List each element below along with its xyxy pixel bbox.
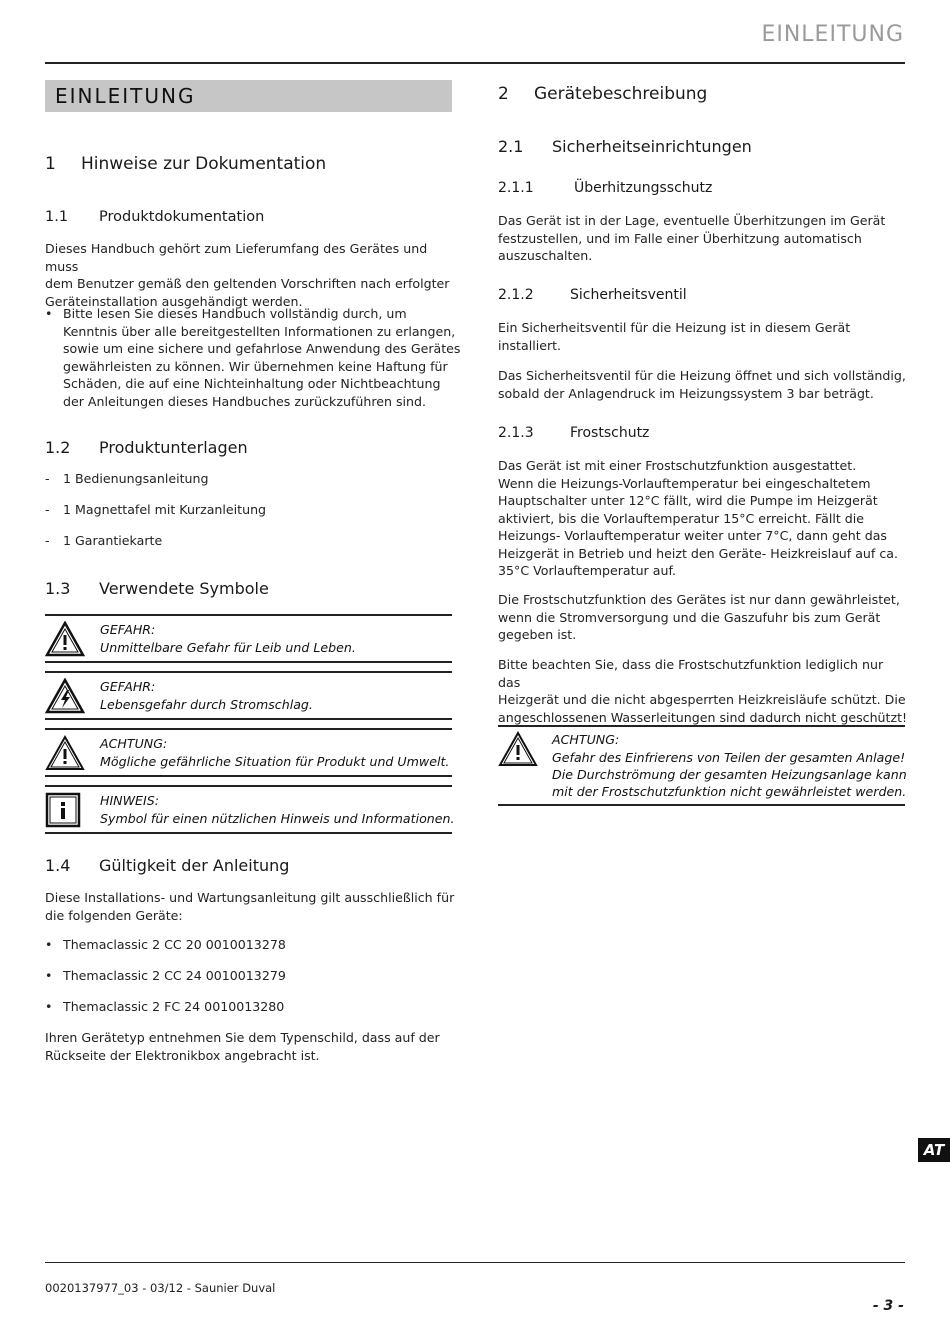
bullet-read-manual: [45, 305, 473, 410]
text-line: Heizgerät in Betrieb und heizt den Geräte- Heizkreislauf auf ca.: [498, 545, 898, 561]
heading-2-1-1: [498, 180, 712, 196]
text-line: Heizungs- Vorlauftemperatur weiter unter 7°C, dann geht das: [498, 528, 887, 543]
page-number: - 3 -: [872, 1298, 904, 1314]
text-line: angeschlossenen Wasserleitungen sind dadurch nicht geschützt!: [498, 709, 908, 725]
heading-text: Frostschutz: [570, 425, 650, 441]
caution-triangle-icon: [45, 735, 85, 771]
heading-text: Sicherheitsventil: [570, 287, 687, 303]
text-line: Hauptschalter unter 12°C fällt, wird die Pumpe im Heizgerät: [498, 493, 878, 508]
text-line: die folgenden Geräte:: [45, 907, 183, 923]
bullet-dot: •: [45, 306, 53, 321]
caution-triangle-icon: [498, 731, 538, 767]
heading-1-1: [45, 209, 264, 225]
footer-doc-id: 0020137977_03 - 03/12 - Saunier Duval: [45, 1281, 276, 1295]
paragraph-frost-3: [498, 656, 908, 726]
section-band: [45, 80, 452, 112]
list-item: - 1 Magnettafel mit Kurzanleitung: [45, 502, 267, 517]
text-line: auszuschalten.: [498, 248, 593, 263]
list-item: • Themaclassic 2 CC 24 0010013279: [45, 968, 286, 983]
header-rule: [45, 62, 905, 64]
text-line: Gefahr des Einfrierens von Teilen der gesamten Anlage!: [552, 750, 906, 765]
text-line: gegeben ist.: [498, 627, 577, 642]
symbol-text: Mögliche gefährliche Situation für Produkt und Umwelt.: [100, 754, 450, 769]
heading-number: 2.1.3: [498, 425, 534, 441]
symbol-rule: [498, 725, 905, 727]
list-item: - 1 Bedienungsanleitung: [45, 471, 209, 486]
paragraph-validity: [45, 889, 455, 924]
paragraph-valve-1: [498, 319, 908, 354]
electric-hazard-icon: [45, 678, 85, 714]
text-line: gewährleisten zu können. Wir übernehmen keine Haftung für: [63, 358, 448, 374]
text-line: aktiviert, bis die Vorlauftemperatur 15°C erreicht. Fällt die: [498, 510, 864, 526]
heading-text: Gültigkeit der Anleitung: [99, 856, 290, 875]
heading-text: Sicherheitseinrichtungen: [552, 137, 752, 156]
heading-text: Überhitzungsschutz: [574, 180, 713, 196]
paragraph-frost-1: [498, 457, 908, 580]
heading-number: 2.1.1: [498, 180, 534, 196]
text-line: der Anleitungen dieses Handbuches zurückzuführen sind.: [63, 393, 426, 409]
text-line: Die Frostschutzfunktion des Gerätes ist nur dann gewährleistet,: [498, 592, 900, 607]
paragraph-type-plate: [45, 1029, 455, 1064]
symbol-rule: [45, 728, 452, 730]
info-icon: [45, 792, 85, 828]
heading-2-1: [498, 137, 752, 156]
heading-1-2: [45, 438, 248, 457]
heading-number: 2: [498, 84, 509, 104]
text-line: Das Gerät ist mit einer Frostschutzfunktion ausgestattet.: [498, 458, 857, 473]
heading-number: 2.1.2: [498, 287, 534, 303]
symbol-label: ACHTUNG:: [100, 736, 168, 751]
text-line: Das Sicherheitsventil für die Heizung öffnet und sich vollständig,: [498, 368, 906, 383]
text-line: installiert.: [498, 337, 562, 353]
symbol-text: Unmittelbare Gefahr für Leib und Leben.: [100, 640, 356, 655]
text-line: Schäden, die auf eine Nichteinhaltung oder Nichtbeachtung: [63, 376, 441, 391]
list-item: - 1 Garantiekarte: [45, 533, 163, 548]
section-band-title: EINLEITUNG: [55, 84, 196, 108]
symbol-rule: [45, 785, 452, 787]
symbol-label: GEFAHR:: [100, 622, 156, 637]
text-line: sowie um eine sichere und gefahrlose Anwendung des Gerätes: [63, 341, 461, 356]
text-line: Ihren Gerätetyp entnehmen Sie dem Typenschild, dass auf der: [45, 1030, 440, 1045]
list-item: • Themaclassic 2 CC 20 0010013278: [45, 937, 286, 952]
heading-number: 1.2: [45, 438, 71, 457]
heading-text: Hinweise zur Dokumentation: [81, 154, 327, 174]
text-line: wenn die Stromversorgung und die Gaszufuhr bis zum Gerät: [498, 609, 881, 625]
text-line: sobald der Anlagendruck im Heizungssystem 3 bar beträgt.: [498, 385, 874, 401]
symbol-text: Symbol für einen nützlichen Hinweis und Informationen.: [100, 811, 455, 826]
symbol-rule: [45, 718, 452, 720]
symbol-rule: [45, 614, 452, 616]
symbol-rule: [45, 671, 452, 673]
text-line: 35°C Vorlauftemperatur auf.: [498, 563, 676, 578]
heading-2-1-3: [498, 425, 649, 441]
heading-number: 1.3: [45, 579, 71, 598]
heading-2: [498, 84, 707, 104]
text-line: festzustellen, und im Falle einer Überhitzung automatisch: [498, 230, 862, 246]
heading-text: Produktunterlagen: [99, 438, 248, 457]
heading-2-1-2: [498, 287, 687, 303]
heading-1-4: [45, 856, 289, 875]
text-line: dem Benutzer gemäß den geltenden Vorschriften nach erfolgter: [45, 276, 450, 291]
heading-text: Produktdokumentation: [99, 209, 265, 225]
text-line: Dieses Handbuch gehört zum Lieferumfang des Gerätes und muss: [45, 241, 428, 274]
symbol-rule: [45, 775, 452, 777]
heading-number: 2.1: [498, 137, 524, 156]
text-line: Wenn die Heizungs-Vorlauftemperatur bei eingeschaltetem: [498, 475, 871, 491]
country-badge: AT: [918, 1138, 950, 1162]
text-line: Rückseite der Elektronikbox angebracht ist.: [45, 1047, 320, 1063]
warning-text: [552, 749, 907, 800]
text-line: Diese Installations- und Wartungsanleitung gilt ausschließlich für: [45, 890, 455, 905]
text-line: Bitte beachten Sie, dass die Frostschutzfunktion lediglich nur das: [498, 657, 884, 690]
heading-text: Verwendete Symbole: [99, 579, 269, 598]
heading-number: 1: [45, 154, 56, 174]
symbol-rule: [45, 832, 452, 834]
symbol-rule: [45, 661, 452, 663]
heading-text: Gerätebeschreibung: [534, 84, 708, 104]
warning-triangle-icon: [45, 621, 85, 657]
text-line: Ein Sicherheitsventil für die Heizung ist in diesem Gerät: [498, 320, 851, 335]
heading-1: [45, 154, 326, 174]
symbol-rule: [498, 804, 905, 806]
symbol-text: Lebensgefahr durch Stromschlag.: [100, 697, 313, 712]
paragraph-valve-2: [498, 367, 908, 402]
heading-number: 1.1: [45, 209, 69, 225]
text-line: Heizgerät und die nicht abgesperrten Heizkreisläufe schützt. Die: [498, 692, 906, 707]
text-line: mit der Frostschutzfunktion nicht gewährleistet werden.: [552, 784, 907, 799]
footer-rule: [45, 1262, 905, 1263]
heading-1-3: [45, 579, 269, 598]
text-line: Kenntnis über alle bereitgestellten Informationen zu erlangen,: [63, 323, 456, 339]
paragraph-overheat: [498, 212, 908, 265]
paragraph-frost-2: [498, 591, 908, 644]
heading-number: 1.4: [45, 856, 71, 875]
symbol-label: GEFAHR:: [100, 679, 156, 694]
warning-label: ACHTUNG:: [552, 732, 620, 747]
text-line: Das Gerät ist in der Lage, eventuelle Überhitzungen im Gerät: [498, 213, 886, 228]
page-header-title: EINLEITUNG: [761, 22, 904, 47]
paragraph-product-docs: [45, 240, 455, 310]
list-item: • Themaclassic 2 FC 24 0010013280: [45, 999, 285, 1014]
text-line: Geräteinstallation ausgehändigt werden.: [45, 293, 303, 309]
text-line: Bitte lesen Sie dieses Handbuch vollständig durch, um: [63, 306, 407, 321]
symbol-label: HINWEIS:: [100, 793, 159, 808]
text-line: Die Durchströmung der gesamten Heizungsanlage kann: [552, 767, 907, 782]
